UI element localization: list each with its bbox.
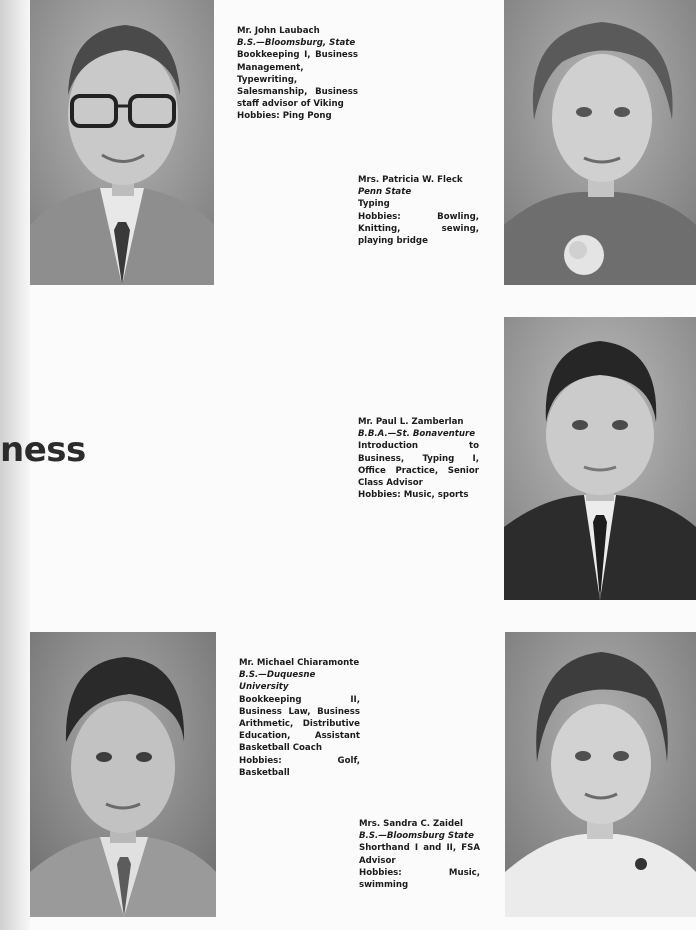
faculty-subjects: Typing (358, 199, 390, 210)
faculty-subjects: Shorthand I and II, FSA Advisor (359, 843, 480, 866)
portrait-sandra-zaidel (505, 632, 696, 917)
faculty-school: B.B.A.—St. Bonaventure (358, 429, 476, 440)
faculty-hobbies: Hobbies: Bowling, Knitting, sewing, playing bridge (358, 211, 479, 247)
portrait-paul-zamberlan (504, 317, 696, 600)
caption-john-laubach (237, 25, 358, 123)
faculty-subjects: Bookkeeping I, Business Management, Typewriting, Salesmanship, Business staff advisor of Viking (237, 50, 358, 110)
caption-michael-chiaramonte (239, 657, 360, 779)
caption-patricia-fleck (358, 174, 479, 247)
faculty-name: Mr. Paul L. Zamberlan (358, 417, 464, 427)
faculty-hobbies: Hobbies: Golf, Basketball (239, 755, 360, 778)
faculty-school: B.S.—Duquesne University (239, 670, 316, 693)
faculty-school: B.S.—Bloomsburg State (359, 831, 474, 842)
portrait-john-laubach (30, 0, 214, 285)
caption-paul-zamberlan (358, 416, 479, 501)
faculty-subjects: Bookkeeping II, Business Law, Business Arithmetic, Distributive Education, Assistant Basketball Coach (239, 694, 360, 754)
faculty-subjects: Introduction to Business, Typing I, Office Practice, Senior Class Advisor (358, 441, 479, 489)
faculty-hobbies: Hobbies: Music, sports (358, 490, 469, 501)
section-heading: ness (0, 430, 86, 470)
faculty-name: Mr. John Laubach (237, 26, 320, 36)
portrait-patricia-fleck (504, 0, 696, 285)
faculty-school: Penn State (358, 187, 412, 198)
portrait-michael-chiaramonte (30, 632, 216, 917)
faculty-name: Mr. Michael Chiaramonte (239, 658, 360, 668)
faculty-name: Mrs. Patricia W. Fleck (358, 175, 463, 185)
faculty-school: B.S.—Bloomsburg, State (237, 38, 356, 49)
faculty-hobbies: Hobbies: Ping Pong (237, 111, 332, 122)
faculty-name: Mrs. Sandra C. Zaidel (359, 819, 463, 829)
caption-sandra-zaidel (359, 818, 480, 891)
faculty-hobbies: Hobbies: Music, swimming (359, 867, 480, 891)
